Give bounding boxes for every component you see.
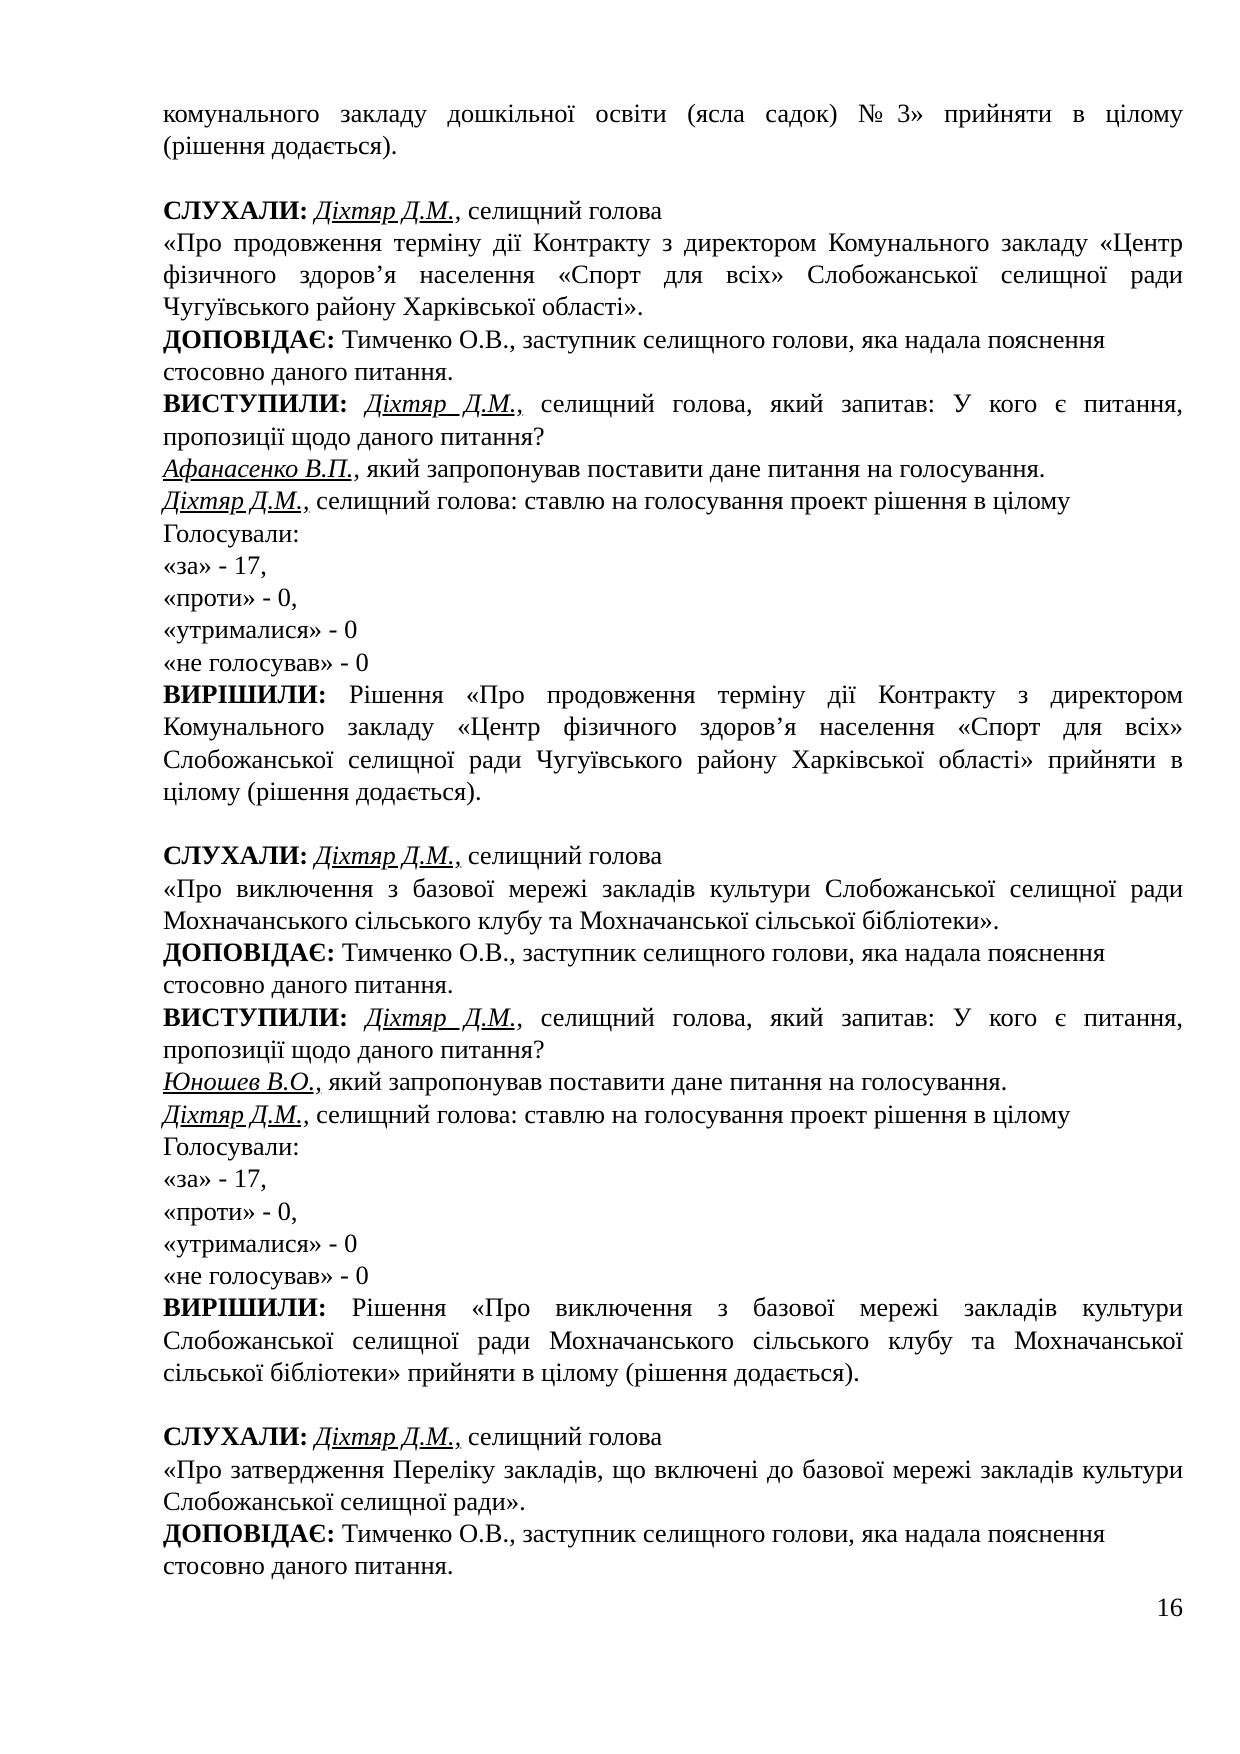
- voted-label: Голосували:: [163, 517, 300, 548]
- vote-call-line: [163, 484, 1183, 516]
- vote-not-voted: «не голосував» - 0: [163, 1260, 369, 1291]
- reporter-tail: стосовно даного питання.: [163, 356, 454, 387]
- vote-call-text: селищний голова: ставлю на голосування проект рішення в цілому: [309, 1098, 1071, 1129]
- reports-label: ДОПОВІДАЄ:: [163, 1518, 336, 1549]
- spoke-text: селищний голова, який запитав: У кого є питання,: [523, 1001, 1183, 1032]
- reporter-text: Тимченко О.В., заступник селищного голови, яка надала пояснення: [335, 1518, 1106, 1549]
- heard-label: СЛУХАЛИ:: [163, 194, 309, 225]
- spoke-tail: пропозиції щодо даного питання?: [163, 1034, 545, 1065]
- document-body: [163, 97, 1183, 1582]
- heard-line: [163, 1420, 1183, 1452]
- spoke-text: селищний голова, який запитав: У кого є питання,: [523, 388, 1183, 419]
- vote-abstain: «утрималися» - 0: [163, 1227, 358, 1258]
- proposer-name: Юношев В.О.,: [163, 1066, 322, 1097]
- decision-line: [163, 678, 1183, 807]
- agenda-item-2: [163, 839, 1183, 1388]
- spoke-label: ВИСТУПИЛИ:: [163, 388, 348, 419]
- speaker-name: Діхтяр Д.М.,: [314, 840, 462, 871]
- heard-label: СЛУХАЛИ:: [163, 1421, 309, 1452]
- page-number: 16: [1156, 1592, 1183, 1622]
- decision-line: [163, 1291, 1183, 1388]
- heard-line: [163, 194, 1183, 226]
- speaker-name: Діхтяр Д.М.,: [163, 1098, 310, 1129]
- topic: «Про виключення з базової мережі закладів культури Слобожанської селищної ради Мохначанського сільського клубу та Мохначанської сільської бібліотеки».: [163, 872, 1183, 935]
- vote-against: «проти» - 0,: [163, 582, 298, 613]
- intro-line-2: (рішення додається).: [163, 130, 398, 161]
- reports-label: ДОПОВІДАЄ:: [163, 323, 336, 354]
- reporter-tail: стосовно даного питання.: [163, 1550, 454, 1581]
- voted-label: Голосували:: [163, 1130, 300, 1161]
- decided-label: ВИРІШИЛИ:: [163, 1292, 327, 1323]
- reporter-line: [163, 1517, 1183, 1549]
- speaker-name: Діхтяр Д.М.,: [314, 1421, 462, 1452]
- agenda-item-3: [163, 1420, 1183, 1581]
- speaker-title: селищний голова: [461, 1421, 663, 1452]
- speaker-name: Діхтяр Д.М.,: [314, 194, 462, 225]
- intro-line-1: комунального закладу дошкільної освіти (ясла садок) №3» прийняти в цілому: [163, 98, 1183, 128]
- vote-for: «за» - 17,: [163, 1163, 267, 1194]
- vote-call-text: селищний голова: ставлю на голосування проект рішення в цілому: [309, 485, 1071, 516]
- spoke-line: [163, 387, 1183, 419]
- reporter-tail: стосовно даного питання.: [163, 969, 454, 1000]
- speaker-name: Діхтяр Д.М.,: [365, 388, 524, 419]
- proposer-name: Афанасенко В.П.,: [163, 452, 361, 483]
- reporter-text: Тимченко О.В., заступник селищного голови, яка надала пояснення: [335, 937, 1106, 968]
- vote-for: «за» - 17,: [163, 549, 267, 580]
- vote-not-voted: «не голосував» - 0: [163, 646, 369, 677]
- topic: «Про продовження терміну дії Контракту з директором Комунального закладу «Центр фізичного здоров’я населення «Спорт для всіх» Слобожанської селищної ради Чугуївського району Харківської області».: [163, 226, 1183, 322]
- heard-line: [163, 839, 1183, 871]
- speaker-name: Діхтяр Д.М.,: [163, 485, 310, 516]
- vote-call-line: [163, 1098, 1183, 1130]
- reports-label: ДОПОВІДАЄ:: [163, 937, 336, 968]
- speaker-name: Діхтяр Д.М.,: [365, 1001, 524, 1032]
- reporter-line: [163, 323, 1183, 355]
- agenda-item-1: [163, 194, 1183, 808]
- spoke-label: ВИСТУПИЛИ:: [163, 1001, 348, 1032]
- speaker-title: селищний голова: [461, 840, 663, 871]
- decision-text: Рішення «Про продовження терміну дії Контракту з директором Комунального закладу «Центр фізичного здоров’я населення «Спорт для всіх» Слобожанської селищної ради Чугуївського району Харківської області» прийняти в цілому (рішення додається).: [163, 679, 1183, 806]
- decided-label: ВИРІШИЛИ:: [163, 679, 327, 710]
- decision-text: Рішення «Про виключення з базової мережі закладів культури Слобожанської селищної ради Мохначанського сільського клубу та Мохначанської сільської бібліотеки» прийняти в цілому (рішення додається).: [163, 1292, 1183, 1387]
- reporter-text: Тимченко О.В., заступник селищного голови, яка надала пояснення: [335, 323, 1106, 354]
- proposal-line: [163, 1065, 1183, 1097]
- topic: «Про затвердження Переліку закладів, що включені до базової мережі закладів культури Слобожанської селищної ради».: [163, 1453, 1183, 1516]
- vote-against: «проти» - 0,: [163, 1195, 298, 1226]
- proposal-text: який запропонував поставити дане питання на голосування.: [360, 452, 1046, 483]
- proposal-text: який запропонував поставити дане питання на голосування.: [321, 1066, 1008, 1097]
- proposal-line: [163, 452, 1183, 484]
- spoke-line: [163, 1001, 1183, 1033]
- reporter-line: [163, 936, 1183, 968]
- spoke-tail: пропозиції щодо даного питання?: [163, 420, 545, 451]
- vote-abstain: «утрималися» - 0: [163, 614, 358, 645]
- speaker-title: селищний голова: [461, 194, 663, 225]
- heard-label: СЛУХАЛИ:: [163, 840, 309, 871]
